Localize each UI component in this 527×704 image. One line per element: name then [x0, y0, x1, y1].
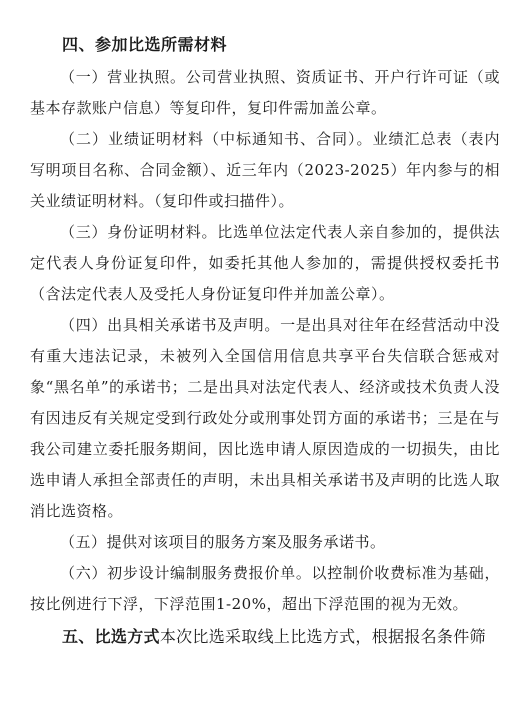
- paragraph-item-1: （一）营业执照。公司营业执照、资质证书、开户行许可证（或基本存款账户信息）等复印件，复印件需加盖公章。: [30, 68, 500, 117]
- paragraph-item-5: （五）提供对该项目的服务方案及服务承诺书。: [60, 533, 386, 551]
- paragraph-item-3: （三）身份证明材料。比选单位法定代表人亲自参加的，提供法定代表人身份证复印件，如委托其他人参加的，需提供授权委托书（含法定代表人及受托人身份证复印件并加盖公章）。: [30, 223, 500, 303]
- document-body: [30, 28, 500, 654]
- paragraph-item-6: （六）初步设计编制服务费报价单。以控制价收费标准为基础，按比例进行下浮，下浮范围1-20%，超出下浮范围的视为无效。: [30, 564, 500, 613]
- paragraph-item-4: （四）出具相关承诺书及声明。一是出具对往年在经营活动中没有重大违法记录，未被列入全国信用信息共享平台失信联合惩戒对象“黑名单”的承诺书；二是出具对法定代表人、经济或技术负责人没有因违反有关规定受到行政处分或刑事处罚方面的承诺书；三是在与我公司建立委托服务期间，因比选申请人原因造成的一切损失，由比选申请人承担全部责任的声明，未出具相关承诺书及声明的比选人取消比选资格。: [30, 316, 500, 520]
- paragraph-item-2: （二）业绩证明材料（中标通知书、合同）。业绩汇总表（表内写明项目名称、合同金额）、近三年内（2023-2025）年内参与的相关业绩证明材料。（复印件或扫描件）。: [30, 130, 500, 210]
- section-heading-5: [30, 620, 500, 654]
- section-heading-5-text: 本次比选采取线上比选方式，根据报名条件筛: [159, 627, 486, 646]
- section-heading-4: 四、参加比选所需材料: [62, 35, 228, 54]
- section-heading-5-title: 五、比选方式: [62, 627, 160, 646]
